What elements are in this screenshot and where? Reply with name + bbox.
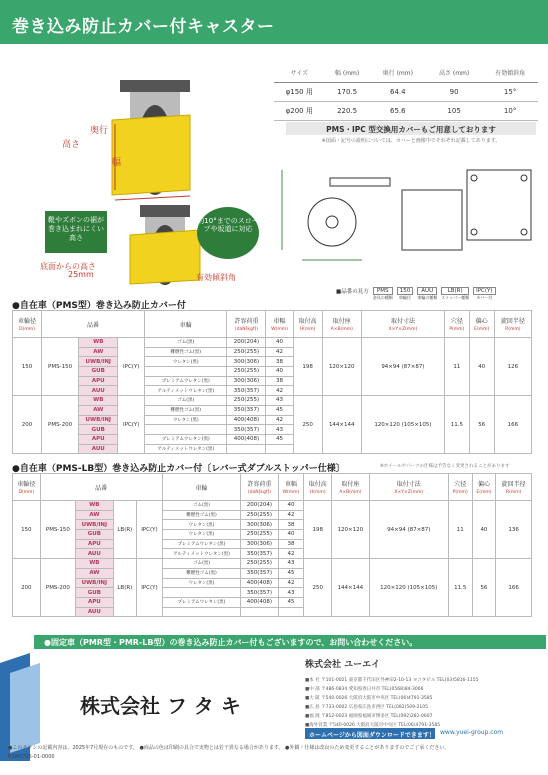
fixed-caster-banner: ●固定車（PMR型・PMR-LB型）の巻き込み防止カバー付もございますので、お問い合わせください。 [34, 635, 546, 649]
office-line: ■広 島 〒733-0002 広島県広島市西区 TEL(082)509-2105 [305, 705, 429, 710]
column-header-load: 許容荷重 (daN[kgf]) [227, 311, 266, 338]
table-row: GUB 350(357) 43 [13, 425, 532, 435]
clearance-label: 底面からの高さ [40, 262, 96, 271]
column-header-load: 許容荷重 (daN[kgf]) [241, 474, 278, 501]
table-row: AW 難燃性ゴム(黒) 250(255) 42 [13, 510, 532, 520]
clearance-value: 25mm [68, 270, 94, 279]
wheel-code: AUU [79, 386, 118, 396]
wheel-code: WB [76, 501, 113, 511]
table-row: 150 PMS-150 WB LB(R) IPC(Y) ゴム(黒) 200(204) 40 198 120×120 94×94 (87×87) 11 40 136 [13, 501, 532, 511]
spec-header-width: 幅 (mm) [325, 63, 370, 82]
dealer-name: 株式会社 フ タ キ [80, 694, 241, 718]
yellow-cover [112, 115, 190, 195]
column-header-swivel: 旋回半径 R(mm) [496, 474, 532, 501]
table-row: AW 難燃性ゴム(黒) 350(357) 45 [13, 405, 532, 415]
footer-disclaimer: ●このチラシの記載内容は、2025年7月現在のものです。 ●商品の色は印刷の具合で実物とは若干異なる場合があります。 ●外観・仕様は改良のため変更することがありますのでご了承ください。 [8, 745, 450, 751]
small-note: ※図面・記号の説明については、カバーと画像中でそれぞれ記載してあります。 [321, 138, 501, 144]
wheel-code: UWB/INJ [79, 415, 118, 425]
office-line: ■海外営業 〒540-0026 大阪府大阪市中央区 TEL(06)4791-3585 [305, 723, 441, 728]
column-header-hole: 穴径 P(mm) [448, 474, 472, 501]
wheel-code: GUB [79, 425, 118, 435]
table-row: UWB/INJ ウレタン(黒) 300(306) 38 [13, 520, 532, 530]
table-row: AUU アルティメットウレタン(黒) 350(357) 42 [13, 386, 532, 396]
column-header-item: 品番 [41, 311, 144, 338]
wheel-code: APU [79, 434, 118, 444]
spec-header-depth: 奥行 (mm) [370, 63, 426, 82]
table-row: GUB 250(255) 40 [13, 367, 532, 377]
section1-title: ●自在車（PMS型）巻き込み防止カバー付 [12, 301, 186, 311]
wheel-code: UWB/INJ [79, 357, 118, 367]
wheel-code: AUU [76, 607, 113, 617]
wheel-code: WB [79, 338, 118, 348]
table-row: UWB/INJ ウレタン(黒) 400(408) 42 [13, 578, 532, 588]
footer [8, 744, 548, 762]
wheel-code: GUB [76, 588, 113, 598]
depth-label: 奥行 [90, 126, 109, 136]
column-header-offset: 偏心 E(mm) [472, 474, 496, 501]
table-row: APU プレミアムウレタン(黒) 300(306) 38 [13, 539, 532, 549]
product-table [12, 310, 532, 454]
table-row: AW 難燃性ゴム(黒) 250(255) 42 [13, 347, 532, 357]
product-table [12, 473, 532, 617]
table-row: φ200 用 220.5 65.6 105 10° [274, 101, 538, 120]
mount-plate [120, 80, 190, 92]
pms-cover-note: PMS・IPC 型交換用カバーもご用意しております [286, 122, 536, 135]
wheel-code: APU [79, 376, 118, 386]
table-row: APU プレミアムウレタン(黒) 400(408) 45 [13, 434, 532, 444]
table-row: GUB 350(357) 43 [13, 588, 532, 598]
callout-right: 約10°までのスロープや坂道に対応 [197, 207, 259, 259]
wheel-code: WB [76, 559, 113, 569]
table-pms-lb [12, 473, 532, 617]
spec-header-height: 高さ (mm) [426, 63, 482, 82]
wheel-code: AW [79, 347, 118, 357]
wheel-code: GUB [79, 367, 118, 377]
table-row: AUU アルティメットウレタン(黒) 350(357) 42 [13, 549, 532, 559]
column-header-bolt: 取付寸法 X×Y×Z(mm) [369, 474, 448, 501]
column-header-wheel_type: 車輪 [162, 474, 241, 501]
size-spec-table [274, 63, 538, 121]
column-header-offset: 偏心 E(mm) [469, 311, 494, 338]
office-line: ■中 部 〒486-0834 愛知県春日井市 TEL(0568)84-3066 [305, 687, 424, 692]
wheel-side-view [308, 198, 356, 246]
table-row: 200 PMS-200 WB IPC(Y) ゴム(黒) 250(255) 43 250 144×144 120×120 (105×105) 11.5 56 166 [13, 396, 532, 406]
spec-header-size: サイズ [274, 63, 325, 82]
column-header-plate: 取付座 A×B(mm) [332, 474, 370, 501]
table-row: φ150 用 170.5 64.4 90 15° [274, 82, 538, 101]
wheel-code: AW [76, 568, 113, 578]
column-header-width: 車幅 W(mm) [278, 474, 304, 501]
wheel-code: AUU [79, 444, 118, 454]
width-label: 幅 [112, 158, 122, 168]
wheel-code: AW [76, 510, 113, 520]
wheel-code: APU [76, 539, 113, 549]
page-title: 巻き込み防止カバー付キャスター [0, 0, 548, 44]
wheel-code: AW [79, 405, 118, 415]
table-row: UWB/INJ ウレタン(黒) 400(408) 42 [13, 415, 532, 425]
spec-header-angle: 有効傾斜角 [482, 63, 538, 82]
table-row: AW 難燃性ゴム(黒) 350(357) 45 [13, 568, 532, 578]
footer-code: RSIP0725-01-0000 [8, 754, 55, 760]
wheel-code: UWB/INJ [76, 520, 113, 530]
table-row: UWB/INJ ウレタン(黒) 300(306) 38 [13, 357, 532, 367]
wheel-code: GUB [76, 530, 113, 540]
callout-left: 靴やズボンの裾が巻き込まれにくい高さ [45, 211, 107, 253]
column-header-bolt: 取付寸法 X×Y×Z(mm) [361, 311, 444, 338]
website-link[interactable]: www.yuei-group.com [440, 729, 504, 736]
top-plate-view [467, 170, 531, 240]
maker-name: 株式会社 ユーエイ [305, 660, 381, 670]
section2-title: ●自在車（PMS-LB型）巻き込み防止カバー付〔レバー式ダブルストッパー仕様〕 [12, 464, 345, 474]
column-header-item: 品番 [40, 474, 162, 501]
wheel-front-view [402, 190, 462, 250]
office-line: ■本 社 〒101-0021 東京都千代田区外神田2-10-13 ヨコタビル TEL(03)5816-1155 [305, 678, 479, 683]
wheel-code: APU [76, 597, 113, 607]
office-line: ■大 阪 〒540-0026 大阪府大阪市中央区 TEL(06)4791-3585 [305, 696, 433, 701]
table-row: GUB ウレタン(黒) 250(255) 40 [13, 530, 532, 540]
column-header-wheel: 車輪径 D(mm) [13, 311, 42, 338]
column-header-swivel: 旋回半径 R(mm) [494, 311, 531, 338]
column-header-height: 取付高 H(mm) [304, 474, 332, 501]
column-header-height: 取付高 H(mm) [293, 311, 322, 338]
column-header-wheel_type: 車輪 [145, 311, 227, 338]
column-header-plate: 取付座 A×B(mm) [322, 311, 361, 338]
dimension-drawing [272, 150, 542, 280]
download-banner[interactable]: ホームページから図面ダウンロードできます！ [305, 728, 435, 739]
table-row: AUU アルティメットウレタン(黒) [13, 444, 532, 454]
table-row: APU プレミアムウレタン(黒) 300(306) 38 [13, 376, 532, 386]
column-header-wheel: 車輪径 D(mm) [13, 474, 41, 501]
table-row: APU プレミアムウレタン(黒) 400(408) 45 [13, 597, 532, 607]
height-label: 高さ [62, 140, 81, 150]
angle-label: 有効傾斜角 [196, 273, 236, 282]
table-row: 150 PMS-150 WB IPC(Y) ゴム(黒) 200(204) 40 198 120×120 94×94 (87×87) 11 40 126 [13, 338, 532, 348]
wheel-code: UWB/INJ [76, 578, 113, 588]
office-list [305, 676, 545, 730]
part-number-legend: ■品番の見方 PMS 金具の種類 150 車輪径 AUU 車輪の種類 LB(R) ストッパー種類 IPC(Y) カバー付 [336, 287, 546, 301]
wheel-code: AUU [76, 549, 113, 559]
wheel-code: WB [79, 396, 118, 406]
office-line: ■福 岡 〒812-0023 福岡県福岡市博多区 TEL(092)281-0607 [305, 714, 433, 719]
column-header-hole: 穴径 P(mm) [444, 311, 469, 338]
column-header-width: 車幅 W(mm) [266, 311, 293, 338]
table-pms [12, 310, 532, 454]
table-row: 200 PMS-200 WB LB(R) IPC(Y) ゴム(黒) 250(255) 43 250 144×144 120×120 (105×105) 11.5 56 166 [13, 559, 532, 569]
section2-note: ※ホイールやパーツの仕様は予告なく変更されることがあります [380, 464, 510, 469]
